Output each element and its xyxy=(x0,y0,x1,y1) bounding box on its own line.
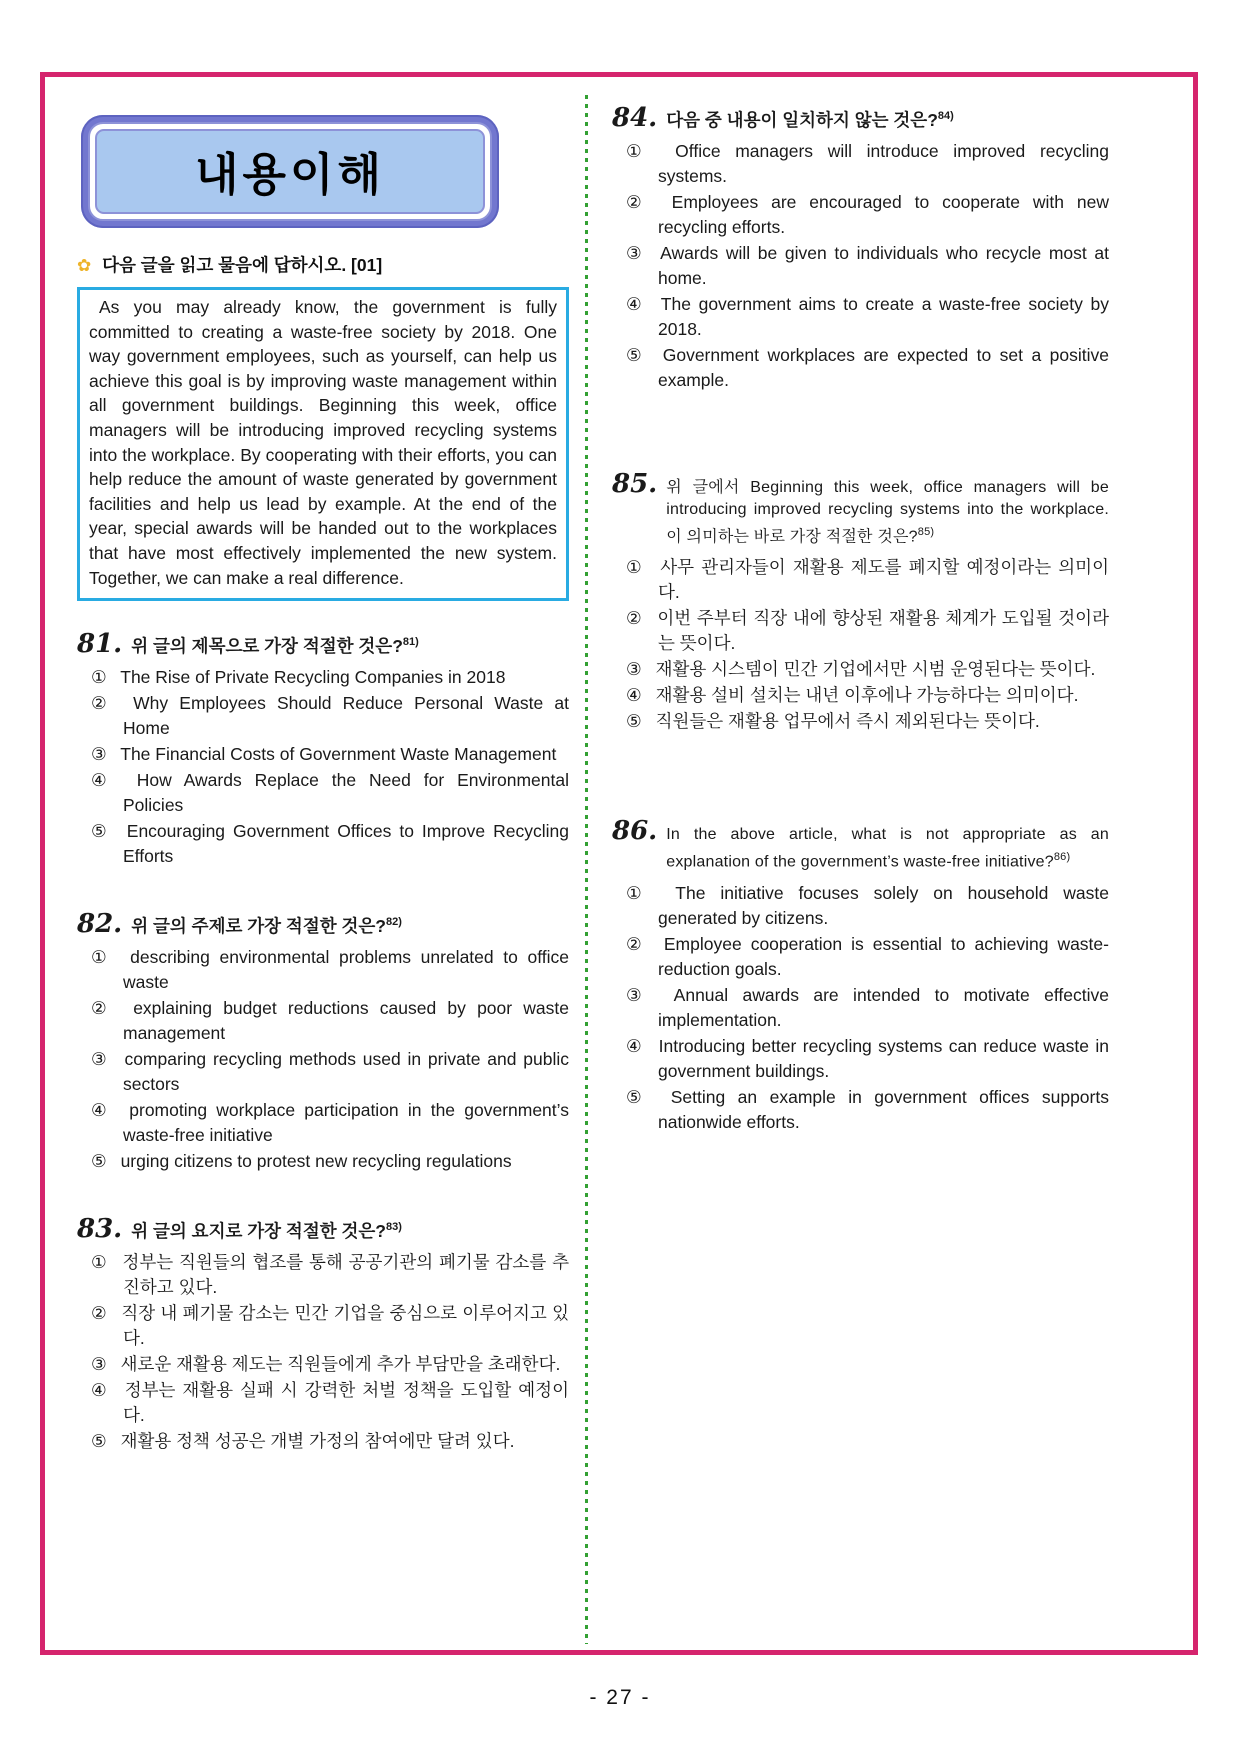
question-81 xyxy=(77,631,569,869)
instruction-text: 다음 글을 읽고 물음에 답하시오. [01] xyxy=(102,255,383,275)
stem-text: 위 글의 제목으로 가장 적절한 것은? xyxy=(131,636,403,657)
passage-text: As you may already know, the government is fully committed to creating a waste-free society by 2018. One way government employees, such as yourself, can help us achieve this goal is by improving waste management within all government buildings. Beginning this week, office managers will be introducing improved recycling systems into the workplace. By cooperating with their efforts, you can help reduce the amount of waste generated by government facilities and help us lead by example. At the end of the year, special awards will be handed out to the workplaces that have most effectively implemented the new system. Together, we can make a real difference. xyxy=(89,297,557,588)
option-text: Employee cooperation is essential to achieving waste-reduction goals. xyxy=(658,933,1109,979)
stem-text: In the above article, what is not appropriate as an explanation of the government’s waste-free initiative? xyxy=(666,826,1109,871)
answer-option xyxy=(91,945,569,995)
question-86 xyxy=(612,818,1109,1134)
answer-option xyxy=(91,1429,569,1454)
left-column xyxy=(77,93,569,1650)
answer-option xyxy=(91,768,569,818)
question-stem xyxy=(666,105,954,132)
option-marker: ② xyxy=(91,693,113,714)
option-marker: ④ xyxy=(91,1100,112,1121)
question-number: 81. xyxy=(77,629,123,660)
answer-option xyxy=(626,343,1109,393)
answer-option xyxy=(626,241,1109,291)
option-marker: ① xyxy=(626,557,645,578)
option-text: 재활용 시스템이 민간 기업에서만 시범 운영된다는 뜻이다. xyxy=(655,659,1096,680)
option-text: urging citizens to protest new recycling regulations xyxy=(120,1151,512,1172)
question-stem xyxy=(131,631,419,658)
answer-option xyxy=(91,742,569,767)
passage-instruction xyxy=(77,252,569,277)
question-head xyxy=(77,911,569,938)
option-text: promoting workplace participation in the government’s waste-free initiative xyxy=(123,1100,569,1146)
answer-option xyxy=(91,819,569,869)
footnote-number: 81) xyxy=(402,636,419,649)
answer-option xyxy=(91,665,569,690)
footnote-number: 82) xyxy=(386,916,402,929)
answer-option xyxy=(626,190,1109,240)
option-text: Why Employees Should Reduce Personal Waste at Home xyxy=(123,693,569,739)
answer-option xyxy=(626,606,1109,656)
option-marker: ④ xyxy=(91,1380,109,1401)
question-head xyxy=(77,1216,569,1243)
two-column-layout xyxy=(45,77,1193,1650)
answer-option xyxy=(626,709,1109,734)
reading-passage-box xyxy=(77,287,569,601)
answer-option xyxy=(626,292,1109,342)
question-stem xyxy=(666,824,1109,873)
options-list xyxy=(77,1250,569,1454)
option-marker: ② xyxy=(626,933,646,954)
option-marker: ① xyxy=(91,1252,108,1273)
option-text: 재활용 설비 설치는 내년 이후에나 가능하다는 의미이다. xyxy=(655,685,1079,706)
option-marker: ② xyxy=(91,1303,108,1324)
option-text: Encouraging Government Offices to Improve Recycling Efforts xyxy=(123,821,569,867)
option-text: explaining budget reductions caused by poor waste management xyxy=(123,998,569,1044)
section-title-banner xyxy=(81,115,499,228)
option-text: 사무 관리자들이 재활용 제도를 폐지할 예정이라는 의미이다. xyxy=(658,557,1109,603)
answer-option xyxy=(91,1378,569,1428)
option-marker: ① xyxy=(626,882,652,903)
option-marker: ① xyxy=(91,667,107,688)
question-head xyxy=(612,471,1109,548)
question-number: 83. xyxy=(77,1214,123,1245)
answer-option xyxy=(91,996,569,1046)
page-frame xyxy=(40,72,1198,1655)
answer-option xyxy=(626,657,1109,682)
option-marker: ④ xyxy=(626,1035,644,1056)
option-marker: ② xyxy=(91,998,114,1019)
option-text: Awards will be given to individuals who recycle most at home. xyxy=(658,243,1109,288)
answer-option xyxy=(91,1301,569,1351)
option-marker: ⑤ xyxy=(626,711,642,732)
option-text: Employees are encouraged to cooperate with new recycling efforts. xyxy=(658,192,1109,237)
question-83 xyxy=(77,1216,569,1454)
answer-option xyxy=(626,881,1109,931)
option-text: How Awards Replace the Need for Environmental Policies xyxy=(123,770,569,816)
option-text: describing environmental problems unrelated to office waste xyxy=(123,947,569,993)
option-text: The Financial Costs of Government Waste Management xyxy=(120,744,557,765)
page-number: - 27 - xyxy=(589,1686,651,1709)
option-text: 직장 내 폐기물 감소는 민간 기업을 중심으로 이루어지고 있다. xyxy=(121,1303,569,1349)
flower-icon: ✿ xyxy=(77,256,92,275)
option-marker: ③ xyxy=(626,243,645,263)
stem-text: 다음 중 내용이 일치하지 않는 것은? xyxy=(666,110,938,130)
answer-option xyxy=(626,932,1109,982)
option-marker: ④ xyxy=(91,770,115,791)
question-number: 84. xyxy=(612,103,658,133)
answer-option xyxy=(626,683,1109,708)
option-text: 이번 주부터 직장 내에 향상된 재활용 체계가 도입될 것이라는 뜻이다. xyxy=(657,608,1109,654)
footnote-number: 86) xyxy=(1053,851,1071,864)
answer-option xyxy=(626,983,1109,1033)
option-marker: ① xyxy=(626,141,652,161)
banner-face xyxy=(95,129,485,214)
question-number: 82. xyxy=(77,909,123,940)
option-text: 재활용 정책 성공은 개별 가정의 참여에만 달려 있다. xyxy=(120,1431,515,1452)
question-stem xyxy=(131,1216,402,1243)
option-text: Setting an example in government offices supports nationwide efforts. xyxy=(658,1086,1109,1132)
question-head xyxy=(612,105,1109,132)
option-marker: ⑤ xyxy=(626,345,646,365)
stem-text: 위 글의 주제로 가장 적절한 것은? xyxy=(131,916,386,937)
question-number: 86. xyxy=(612,816,658,847)
option-text: 정부는 재활용 실패 시 강력한 처벌 정책을 도입할 예정이다. xyxy=(123,1380,569,1426)
option-marker: ③ xyxy=(91,1049,109,1070)
question-head xyxy=(612,818,1109,873)
answer-option xyxy=(91,1098,569,1148)
question-head xyxy=(77,631,569,658)
option-text: Office managers will introduce improved recycling systems. xyxy=(658,141,1109,186)
option-text: The government aims to create a waste-free society by 2018. xyxy=(658,294,1109,339)
right-column xyxy=(612,93,1193,1650)
column-divider-dotted xyxy=(585,95,588,1644)
answer-option xyxy=(91,1250,569,1300)
answer-option xyxy=(91,1352,569,1377)
answer-option xyxy=(626,139,1109,189)
option-marker: ③ xyxy=(626,984,652,1005)
option-text: Introducing better recycling systems can reduce waste in government buildings. xyxy=(658,1035,1109,1081)
option-marker: ② xyxy=(626,608,643,629)
option-marker: ⑤ xyxy=(626,1086,650,1107)
option-marker: ⑤ xyxy=(91,1151,107,1172)
answer-option xyxy=(91,1047,569,1097)
option-marker: ② xyxy=(626,192,650,212)
option-text: The Rise of Private Recycling Companies in 2018 xyxy=(120,667,506,688)
footnote-number: 84) xyxy=(937,110,954,123)
question-number: 85. xyxy=(612,469,658,499)
question-stem xyxy=(131,911,402,938)
question-85 xyxy=(612,471,1109,734)
banner-ring xyxy=(88,122,492,221)
options-list xyxy=(612,555,1109,734)
option-marker: ① xyxy=(91,947,112,968)
section-title: 내용이해 xyxy=(195,149,385,200)
option-marker: ③ xyxy=(626,659,642,680)
answer-option xyxy=(626,555,1109,605)
answer-option xyxy=(91,691,569,741)
answer-option xyxy=(626,1034,1109,1084)
footnote-number: 83) xyxy=(386,1221,402,1234)
option-marker: ③ xyxy=(91,744,107,765)
question-stem xyxy=(666,477,1109,548)
option-marker: ⑤ xyxy=(91,1431,107,1452)
footnote-number: 85) xyxy=(917,526,935,538)
options-list xyxy=(77,665,569,869)
answer-option xyxy=(91,1149,569,1174)
option-marker: ③ xyxy=(91,1354,107,1375)
option-text: comparing recycling methods used in private and public sectors xyxy=(123,1049,569,1095)
option-text: Government workplaces are expected to set a positive example. xyxy=(658,345,1109,390)
options-list xyxy=(612,881,1109,1135)
option-text: 직원들은 재활용 업무에서 즉시 제외된다는 뜻이다. xyxy=(655,711,1040,732)
option-text: Annual awards are intended to motivate effective implementation. xyxy=(658,984,1109,1030)
options-list xyxy=(77,945,569,1174)
stem-text: 위 글에서 Beginning this week, office managers will be introducing improved recycling systems into the workplace. 이 의미하는 바로 가장 적절한 것은? xyxy=(666,479,1109,546)
option-marker: ④ xyxy=(626,294,645,314)
option-marker: ④ xyxy=(626,685,642,706)
question-82 xyxy=(77,911,569,1174)
option-text: 새로운 재활용 제도는 직원들에게 추가 부담만을 초래한다. xyxy=(120,1354,561,1375)
question-84 xyxy=(612,105,1109,393)
stem-text: 위 글의 요지로 가장 적절한 것은? xyxy=(131,1221,386,1242)
option-marker: ⑤ xyxy=(91,821,110,842)
option-text: The initiative focuses solely on household waste generated by citizens. xyxy=(658,882,1109,928)
option-text: 정부는 직원들의 협조를 통해 공공기관의 폐기물 감소를 추진하고 있다. xyxy=(122,1252,569,1298)
answer-option xyxy=(626,1085,1109,1135)
options-list xyxy=(612,139,1109,393)
